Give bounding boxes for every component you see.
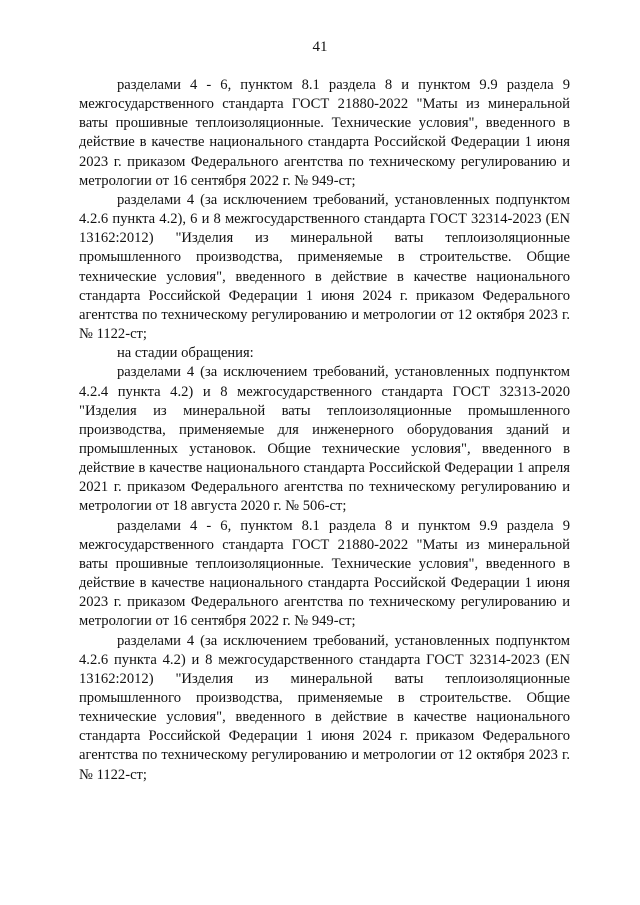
paragraph: на стадии обращения: [117, 345, 254, 362]
paragraph: разделами 4 - 6, пунктом 8.1 раздела 8 и пунктом 9.9 раздела 9 межгосударственного стандарта ГОСТ 21880-2022 "Маты из минеральной ваты прошивные теплоизоляционные. Технические условия", введенного в действие в качестве национального стандарта Российской Федерации 1 июня 2023 г. приказом Федерального агентства по техническому регулированию и метрологии от 16 сентября 2022 г. № 949-ст; [79, 517, 570, 630]
paragraph: разделами 4 (за исключением требований, установленных подпунктом 4.2.4 пункта 4.2) и 8 межгосударственного стандарта ГОСТ 32313-2020 "Изделия из минеральной ваты теплоизоляционные промышленного производства, применяемые для инженерного оборудования зданий и промышленных установок. Общие технические условия", введенного в действие в качестве национального стандарта Российской Федерации 1 апреля 2021 г. приказом Федерального агентства по техническому регулированию и метрологии от 18 августа 2020 г. № 506-ст; [79, 364, 570, 515]
paragraph: разделами 4 - 6, пунктом 8.1 раздела 8 и пунктом 9.9 раздела 9 межгосударственного стандарта ГОСТ 21880-2022 "Маты из минеральной ваты прошивные теплоизоляционные. Технические условия", введенного в действие в качестве национального стандарта Российской Федерации 1 июня 2023 г. приказом Федерального агентства по техническому регулированию и метрологии от 16 сентября 2022 г. № 949-ст; [79, 77, 570, 189]
document-body [79, 76, 570, 785]
paragraph: разделами 4 (за исключением требований, установленных подпунктом 4.2.6 пункта 4.2) и 8 межгосударственного стандарта ГОСТ 32314-2023 (EN 13162:2012) "Изделия из минеральной ваты теплоизоляционные промышленного производства, применяемые в строительстве. Общие технические условия", введенного в действие в качестве национального стандарта Российской Федерации 1 июня 2024 г. приказом Федерального агентства по техническому регулированию и метрологии от 12 октября 2023 г. № 1122-ст; [79, 632, 570, 783]
paragraph: разделами 4 (за исключением требований, установленных подпунктом 4.2.6 пункта 4.2), 6 и 8 межгосударственного стандарта ГОСТ 32314-2023 (EN 13162:2012) "Изделия из минеральной ваты теплоизоляционные промышленного производства, применяемые в строительстве. Общие технические условия", введенного в действие в качестве национального стандарта Российской Федерации 1 июня 2024 г. приказом Федерального агентства по техническому регулированию и метрологии от 12 октября 2023 г. № 1122-ст; [79, 191, 570, 343]
page-number: 41 [312, 39, 328, 55]
